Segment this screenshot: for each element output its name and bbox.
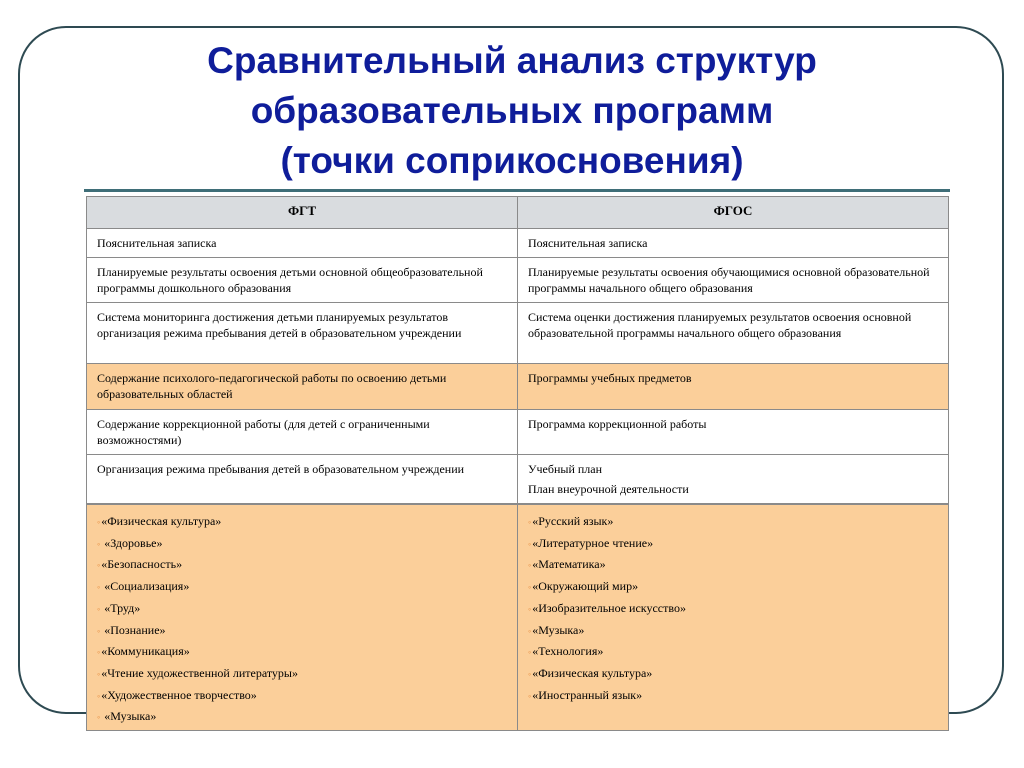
list-item — [528, 554, 938, 576]
cell-fgos: Программа коррекционной работы — [518, 410, 949, 455]
fgos-subjects-list — [528, 511, 938, 706]
list-item — [97, 620, 507, 642]
cell-fgos — [518, 455, 949, 504]
header-fgos: ФГОС — [518, 197, 949, 229]
table-row — [87, 229, 949, 258]
list-item — [97, 598, 507, 620]
list-item-label: «Здоровье» — [101, 535, 163, 550]
bullet-icon: ◦ — [97, 712, 101, 723]
list-item-label: «Труд» — [101, 600, 141, 615]
bullet-icon: ◦ — [528, 690, 532, 701]
cell-fgos: Программы учебных предметов — [518, 364, 949, 410]
list-item — [97, 706, 507, 728]
bullet-icon: ◦ — [528, 517, 532, 527]
list-item-label: «Безопасность» — [101, 557, 183, 572]
list-item-label: «Математика» — [532, 557, 606, 572]
bullet-icon: ◦ — [97, 625, 101, 636]
cell-fgt: Организация режима пребывания детей в образовательном учреждении — [87, 455, 518, 504]
table-row-highlighted — [87, 364, 949, 410]
list-item-label: «Физическая культура» — [532, 665, 653, 680]
bullet-icon: ◦ — [528, 603, 532, 614]
bullet-icon: ◦ — [528, 582, 532, 593]
list-item — [528, 685, 938, 707]
list-item-label: «Художественное творчество» — [101, 687, 257, 702]
slide-title — [40, 36, 984, 186]
header-fgt: ФГТ — [87, 197, 518, 229]
list-item — [528, 576, 938, 598]
bullet-icon: ◦ — [528, 668, 532, 679]
cell-fgos: Планируемые результаты освоения обучающимися основной образовательной программы начального общего образования — [518, 258, 949, 303]
list-item — [97, 554, 507, 576]
list-item-label: «Социализация» — [101, 579, 190, 594]
title-line-1: Сравнительный анализ структур — [207, 40, 817, 81]
cell-fgt: Пояснительная записка — [87, 229, 518, 258]
table-row — [87, 410, 949, 455]
fgos-line-1: Учебный план — [528, 462, 603, 476]
cell-fgos: Пояснительная записка — [518, 229, 949, 258]
fgos-line-2: План внеурочной деятельности — [528, 482, 689, 496]
list-item-label: «Коммуникация» — [101, 644, 190, 659]
table-row — [87, 258, 949, 303]
list-item — [528, 620, 938, 642]
list-item-label: «Музыка» — [532, 622, 585, 637]
list-item — [97, 533, 507, 555]
bullet-icon: ◦ — [97, 668, 101, 679]
cell-fgt: Система мониторинга достижения детьми планируемых результатов организация режима пребывания детей в образовательном учреждении — [87, 303, 518, 364]
list-item-label: «Русский язык» — [532, 514, 614, 528]
list-item — [528, 533, 938, 555]
list-item-label: «Чтение художественной литературы» — [101, 665, 298, 680]
bullet-icon: ◦ — [97, 560, 101, 571]
cell-fgos: Система оценки достижения планируемых результатов освоения основной образовательной программы начального общего образования — [518, 303, 949, 364]
list-item — [97, 663, 507, 685]
fgt-areas-cell — [87, 505, 518, 731]
title-line-3: (точки соприкосновения) — [280, 140, 744, 181]
list-item-label: «Музыка» — [101, 709, 157, 724]
bullet-icon: ◦ — [97, 538, 101, 549]
list-item — [528, 511, 938, 533]
list-item-label: «Познание» — [101, 622, 166, 637]
bullet-icon: ◦ — [528, 538, 532, 549]
bullet-icon: ◦ — [97, 647, 101, 658]
comparison-table — [86, 196, 949, 504]
bullet-icon: ◦ — [528, 560, 532, 571]
table-header-row — [87, 197, 949, 229]
bullet-icon: ◦ — [97, 603, 101, 614]
subjects-table — [86, 504, 949, 731]
bullet-icon: ◦ — [97, 517, 101, 527]
list-item-label: «Окружающий мир» — [532, 579, 639, 594]
bullet-icon: ◦ — [97, 690, 101, 701]
list-item — [97, 511, 507, 533]
fgt-areas-list — [97, 511, 507, 728]
list-item-label: «Изобразительное искусство» — [532, 600, 686, 615]
list-item — [97, 576, 507, 598]
bullet-icon: ◦ — [97, 582, 101, 593]
cell-fgt: Содержание коррекционной работы (для детей с ограниченными возможностями) — [87, 410, 518, 455]
table-row — [87, 303, 949, 364]
table-row — [87, 455, 949, 504]
cell-fgt: Планируемые результаты освоения детьми основной общеобразовательной программы дошкольного образования — [87, 258, 518, 303]
list-item-label: «Технология» — [532, 644, 604, 659]
list-item — [528, 641, 938, 663]
list-item-label: «Физическая культура» — [101, 514, 222, 528]
bullet-icon: ◦ — [528, 647, 532, 658]
bullet-icon: ◦ — [528, 625, 532, 636]
list-item-label: «Иностранный язык» — [532, 687, 643, 702]
fgos-subjects-cell — [518, 505, 949, 731]
list-item-label: «Литературное чтение» — [532, 535, 654, 550]
list-item — [97, 641, 507, 663]
cell-fgt: Содержание психолого-педагогической работы по освоению детьми образовательных областей — [87, 364, 518, 410]
title-line-2: образовательных программ — [250, 90, 774, 131]
subjects-row — [87, 505, 949, 731]
list-item — [528, 598, 938, 620]
title-divider — [84, 189, 950, 192]
list-item — [97, 685, 507, 707]
list-item — [528, 663, 938, 685]
